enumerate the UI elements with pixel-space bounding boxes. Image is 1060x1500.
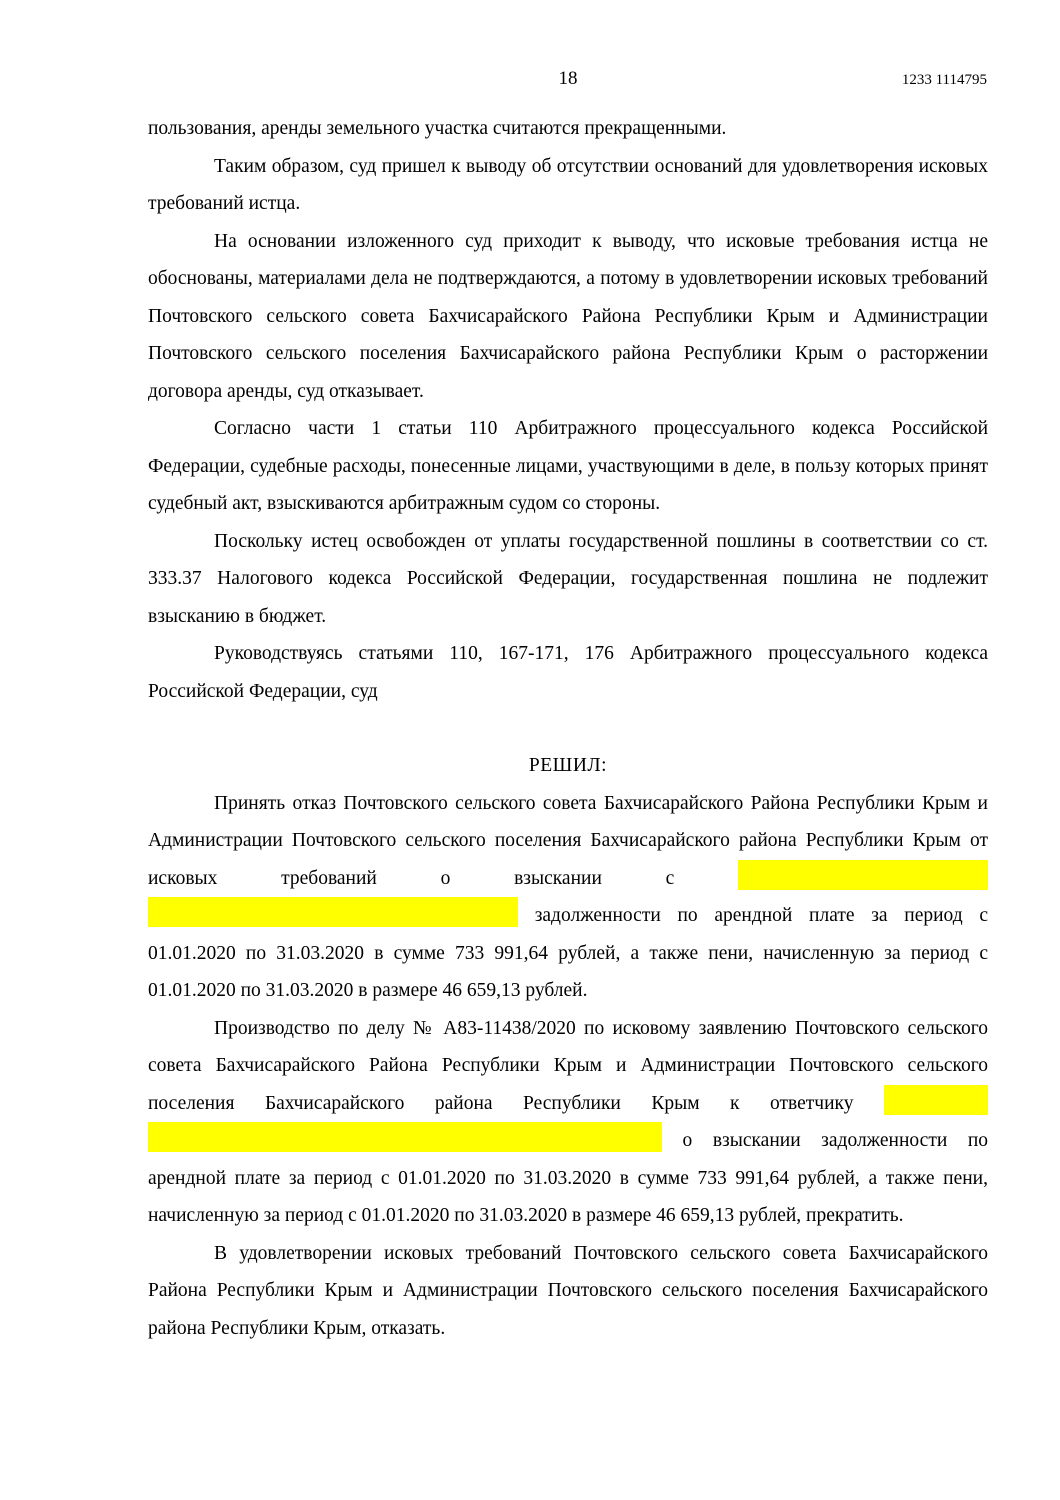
document-body <box>148 110 988 1347</box>
paragraph-continuation: пользования, аренды земельного участка считаются прекращенными. <box>148 118 727 139</box>
redaction-highlight <box>148 1122 662 1152</box>
redaction-highlight <box>884 1085 988 1115</box>
paragraph-decision-2 <box>148 1010 988 1235</box>
paragraph: Согласно части 1 статьи 110 Арбитражного процессуального кодекса Российской Федерации, судебные расходы, понесенные лицами, участвующими в деле, в пользу которых принят судебный акт, взыскиваются арбитражным судом со стороны. <box>148 418 988 514</box>
paragraph-decision-3: В удовлетворении исковых требований Почтовского сельского совета Бахчисарайского Района Республики Крым и Администрации Почтовского сельского поселения Бахчисарайского района Республики Крым, отказать. <box>148 1242 988 1339</box>
paragraph-decision-1 <box>148 785 988 1010</box>
paragraph: На основании изложенного суд приходит к выводу, что исковые требования истца не обоснованы, материалами дела не подтверждаются, а потому в удовлетворении исковых требований Почтовского сельского совета Бахчисарайского Района Республики Крым и Администрации Почтовского сельского поселения Бахчисарайского района Республики Крым о расторжении договора аренды, суд отказывает. <box>148 230 988 402</box>
paragraph-text: о взыскании задолженности по арендной плате за период с 01.01.2020 по 31.03.2020 в сумме 733 991,64 рублей, а также пени, начисленную за период с 01.01.2020 по 31.03.2020 в размере 46 659,13 рублей, прекратить. <box>148 1130 988 1226</box>
page-number: 18 <box>558 68 578 89</box>
paragraph-text: Производство по делу № А83-11438/2020 по исковому заявлению Почтовского сельского совета Бахчисарайского Района Республики Крым и Администрации Почтовского сельского поселения Бахчисарайского района Республики Крым к ответчику <box>148 1017 988 1114</box>
redaction-highlight <box>148 897 518 927</box>
decision-heading: РЕШИЛ: <box>528 755 608 776</box>
paragraph: Руководствуясь статьями 110, 167-171, 176 Арбитражного процессуального кодекса Российской Федерации, суд <box>148 643 988 702</box>
redaction-highlight <box>738 860 988 890</box>
paragraph: Таким образом, суд пришел к выводу об отсутствии оснований для удовлетворения исковых требований истца. <box>148 155 988 214</box>
paragraph: Поскольку истец освобожден от уплаты государственной пошлины в соответствии со ст. 333.37 Налогового кодекса Российской Федерации, государственная пошлина не подлежит взысканию в бюджет. <box>148 530 988 627</box>
paragraph-text: Принять отказ Почтовского сельского совета Бахчисарайского Района Республики Крым и Администрации Почтовского сельского поселения Бахчисарайского района Республики Крым от исковых требований о взыскании с <box>148 792 988 889</box>
paragraph-text: задолженности по арендной плате за период с 01.01.2020 по 31.03.2020 в сумме 733 991,64 рублей, а также пени, начисленную за период с 01.01.2020 по 31.03.2020 в размере 46 659,13 рублей. <box>148 905 988 1001</box>
document-code: 1233 1114795 <box>901 72 987 88</box>
